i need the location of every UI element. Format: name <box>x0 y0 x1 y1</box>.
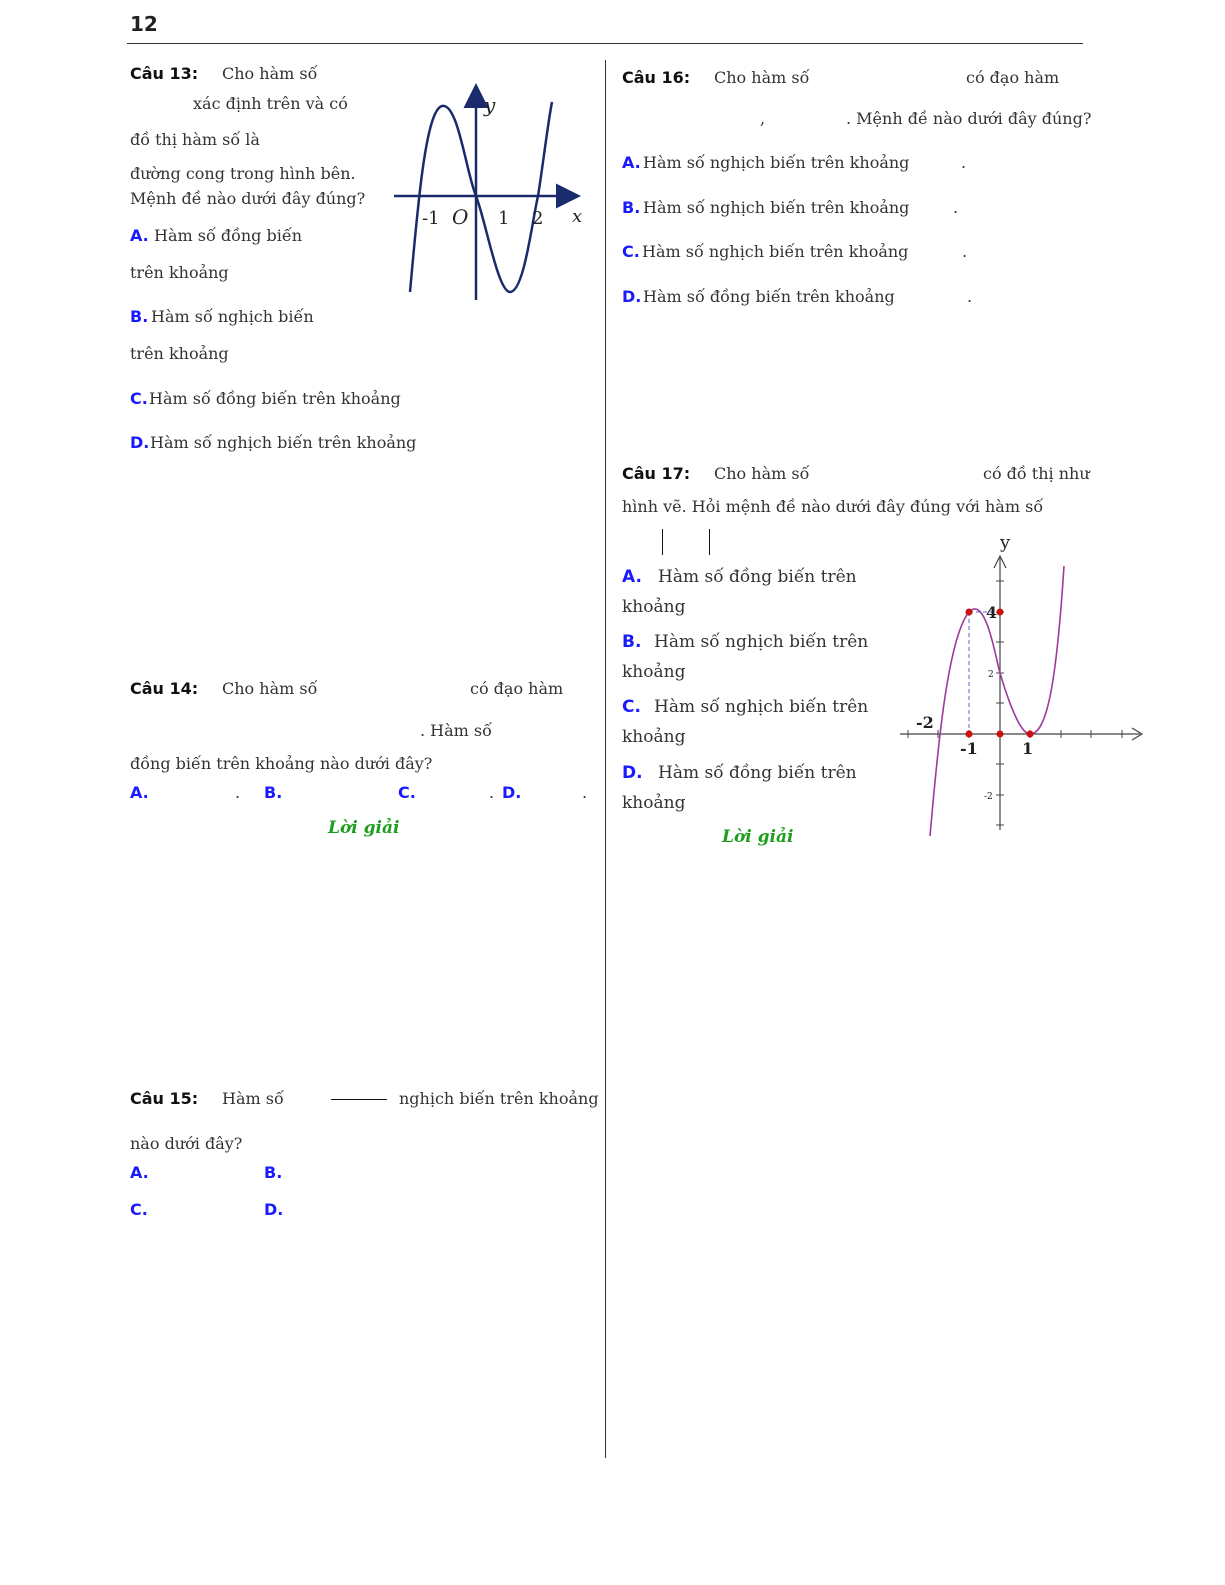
y-axis-label: y <box>1000 532 1011 553</box>
option-label[interactable]: A. <box>622 153 641 172</box>
option-label[interactable]: B. <box>130 307 149 326</box>
fraction-bar <box>331 1099 387 1100</box>
option-text: Hàm số nghịch biến trên <box>654 697 869 717</box>
option-label[interactable]: C. <box>622 242 640 261</box>
tick-label: -1 <box>422 208 440 229</box>
option-text: khoảng <box>622 597 686 617</box>
option-text: Hàm số đồng biến trên <box>658 763 857 783</box>
y-axis-label: y <box>484 93 496 117</box>
tick-label: 1 <box>1022 739 1034 758</box>
question-text: Cho hàm số <box>222 679 318 698</box>
option-label[interactable]: D. <box>622 763 643 783</box>
option-label[interactable]: C. <box>130 1200 148 1219</box>
option-label[interactable]: D. <box>264 1200 284 1219</box>
question-text: đồng biến trên khoảng nào dưới đây? <box>130 754 433 773</box>
question-text: Cho hàm số <box>222 64 318 83</box>
option-label[interactable]: B. <box>264 1163 283 1182</box>
question-text: hình vẽ. Hỏi mệnh đề nào dưới đây đúng với hàm số <box>622 497 1044 516</box>
punctuation: . <box>961 153 967 172</box>
question-label: Câu 17: <box>622 464 691 483</box>
question-label: Câu 16: <box>622 68 691 87</box>
x-axis-label: x <box>572 206 583 227</box>
punctuation: . <box>235 783 241 802</box>
abs-bar-right <box>709 529 710 555</box>
option-text: trên khoảng <box>130 344 229 363</box>
question-label: Câu 14: <box>130 679 199 698</box>
option-label[interactable]: A. <box>130 226 149 245</box>
option-text: Hàm số nghịch biến trên khoảng <box>642 242 909 261</box>
punctuation: . <box>967 287 973 306</box>
punctuation: , <box>760 109 766 128</box>
punctuation: . <box>953 198 959 217</box>
tick-label: 4 <box>986 603 998 622</box>
column-divider <box>605 60 606 1458</box>
solution-heading: Lời giải <box>722 827 794 847</box>
tick-label: -2 <box>984 792 993 802</box>
origin-label: O <box>452 205 469 229</box>
option-label[interactable]: D. <box>130 433 150 452</box>
punctuation: . <box>962 242 968 261</box>
option-text: Hàm số đồng biến <box>154 226 303 245</box>
question-text: nghịch biến trên khoảng <box>399 1089 599 1108</box>
option-label[interactable]: B. <box>622 198 641 217</box>
question-text: Hàm số <box>222 1089 284 1108</box>
option-text: khoảng <box>622 662 686 682</box>
question-text: đường cong trong hình bên. <box>130 164 356 183</box>
tick-label: -2 <box>916 713 934 732</box>
question-text: đồ thị hàm số là <box>130 130 260 149</box>
solution-heading: Lời giải <box>328 818 400 838</box>
question-text: xác định trên và có <box>193 94 348 113</box>
question-text: Mệnh đề nào dưới đây đúng? <box>130 189 366 208</box>
question-text: . Hàm số <box>420 721 492 740</box>
option-text: khoảng <box>622 727 686 747</box>
option-text: Hàm số nghịch biến trên khoảng <box>643 153 910 172</box>
tick-label: 1 <box>498 208 510 229</box>
option-label[interactable]: C. <box>622 697 641 717</box>
option-text: Hàm số đồng biến trên khoảng <box>149 389 401 408</box>
option-label[interactable]: B. <box>264 783 283 802</box>
question-label: Câu 15: <box>130 1089 199 1108</box>
option-label[interactable]: A. <box>130 1163 149 1182</box>
abs-bar-left <box>662 529 663 555</box>
header-rule <box>127 43 1083 44</box>
option-text: khoảng <box>622 793 686 813</box>
question-text: Cho hàm số <box>714 68 810 87</box>
option-label[interactable]: B. <box>622 632 642 652</box>
option-text: Hàm số nghịch biến trên <box>654 632 869 652</box>
tick-label: 2 <box>532 208 544 229</box>
question-text: có đạo hàm <box>966 68 1060 87</box>
function-graph-13 <box>392 82 592 304</box>
question-text: . Mệnh đề nào dưới đây đúng? <box>846 109 1092 128</box>
function-graph-17 <box>896 530 1150 840</box>
question-text: có đồ thị như <box>983 464 1090 483</box>
option-text: Hàm số nghịch biến <box>151 307 314 326</box>
question-text: có đạo hàm <box>470 679 564 698</box>
option-text: Hàm số đồng biến trên <box>658 567 857 587</box>
option-label[interactable]: A. <box>130 783 149 802</box>
punctuation: . <box>582 783 588 802</box>
question-text: nào dưới đây? <box>130 1134 243 1153</box>
option-label[interactable]: D. <box>502 783 522 802</box>
option-text: Hàm số đồng biến trên khoảng <box>643 287 895 306</box>
option-text: Hàm số nghịch biến trên khoảng <box>150 433 417 452</box>
question-label: Câu 13: <box>130 64 199 83</box>
option-label[interactable]: C. <box>130 389 148 408</box>
tick-label: 2 <box>988 670 994 680</box>
option-label[interactable]: D. <box>622 287 642 306</box>
page-number: 12 <box>130 12 158 36</box>
option-label[interactable]: A. <box>622 567 642 587</box>
question-text: Cho hàm số <box>714 464 810 483</box>
tick-label: -1 <box>960 739 978 758</box>
option-text: trên khoảng <box>130 263 229 282</box>
option-text: Hàm số nghịch biến trên khoảng <box>643 198 910 217</box>
option-label[interactable]: C. <box>398 783 416 802</box>
punctuation: . <box>489 783 495 802</box>
